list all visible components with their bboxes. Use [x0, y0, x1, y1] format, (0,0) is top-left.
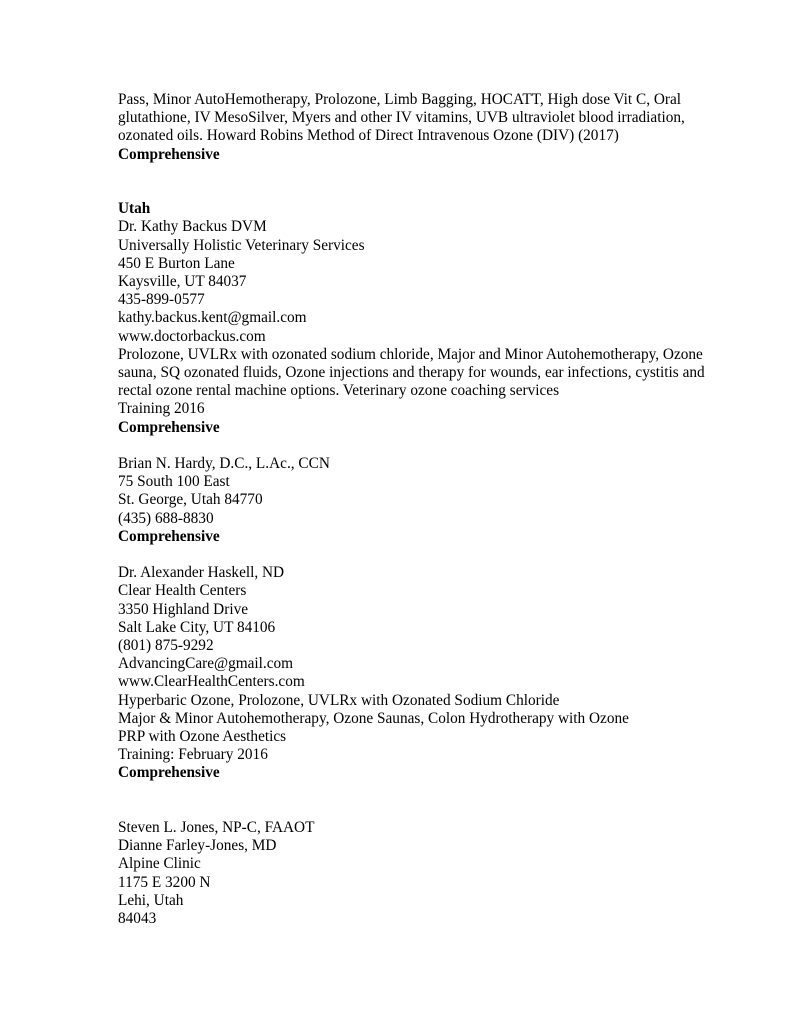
entry-line: Pass, Minor AutoHemotherapy, Prolozone, Limb Bagging, HOCATT, High dose Vit C, Oral	[118, 91, 682, 108]
entry-line: www.ClearHealthCenters.com	[118, 673, 305, 691]
entry-line: Universally Holistic Veterinary Services	[118, 236, 365, 254]
document-page	[118, 91, 758, 928]
entry-line: PRP with Ozone Aesthetics	[118, 728, 287, 746]
entry-line: 3350 Highland Drive	[118, 600, 249, 618]
category-label: Comprehensive	[118, 418, 220, 436]
entry-line: 435-899-0577	[118, 291, 205, 309]
entry-alexander-haskell	[118, 564, 758, 782]
entry-line: Salt Lake City, UT 84106	[118, 618, 276, 636]
entry-line: Prolozone, UVLRx with ozonated sodium chloride, Major and Minor Autohemotherapy, Ozone	[118, 345, 703, 363]
entry-line: Clear Health Centers	[118, 582, 247, 600]
entry-line: kathy.backus.kent@gmail.com	[118, 309, 307, 327]
entry-kathy-backus	[118, 200, 758, 437]
entry-line: ozonated oils. Howard Robins Method of Direct Intravenous Ozone (DIV) (2017)	[118, 127, 619, 145]
entry-line: Dianne Farley-Jones, MD	[118, 837, 277, 855]
entry-continuation	[118, 91, 758, 164]
entry-line: Major & Minor Autohemotherapy, Ozone Saunas, Colon Hydrotherapy with Ozone	[118, 709, 629, 727]
entry-line: Kaysville, UT 84037	[118, 273, 247, 291]
spacer	[118, 437, 758, 455]
spacer	[118, 164, 758, 200]
entry-line: Dr. Alexander Haskell, ND	[118, 564, 285, 582]
entry-line: Dr. Kathy Backus DVM	[118, 218, 267, 236]
entry-line: Training 2016	[118, 400, 205, 418]
entry-line: 450 E Burton Lane	[118, 254, 235, 272]
spacer	[118, 783, 758, 819]
entry-line: www.doctorbackus.com	[118, 327, 266, 345]
entry-line: glutathione, IV MesoSilver, Myers and other IV vitamins, UVB ultraviolet blood irradiation,	[118, 109, 685, 127]
entry-brian-hardy	[118, 455, 758, 546]
entry-line: Brian N. Hardy, D.C., L.Ac., CCN	[118, 455, 330, 473]
entry-line: 1175 E 3200 N	[118, 873, 211, 891]
entry-line: 75 South 100 East	[118, 473, 230, 491]
entry-line: Lehi, Utah	[118, 891, 184, 909]
spacer	[118, 546, 758, 564]
entry-line: AdvancingCare@gmail.com	[118, 655, 294, 673]
category-label: Comprehensive	[118, 764, 220, 782]
entry-line: (801) 875-9292	[118, 637, 214, 655]
category-label: Comprehensive	[118, 527, 220, 545]
entry-alpine-clinic	[118, 819, 758, 928]
entry-line: sauna, SQ ozonated fluids, Ozone injections and therapy for wounds, ear infections, cystitis and	[118, 364, 705, 382]
entry-line: rectal ozone rental machine options. Veterinary ozone coaching services	[118, 382, 560, 400]
state-heading: Utah	[118, 200, 151, 218]
entry-line: Alpine Clinic	[118, 855, 201, 873]
entry-line: St. George, Utah 84770	[118, 491, 263, 509]
entry-line: Training: February 2016	[118, 746, 268, 764]
entry-line: (435) 688-8830	[118, 509, 214, 527]
entry-line: Steven L. Jones, NP-C, FAAOT	[118, 819, 315, 837]
entry-line: 84043	[118, 910, 157, 928]
entry-line: Hyperbaric Ozone, Prolozone, UVLRx with Ozonated Sodium Chloride	[118, 691, 560, 709]
category-label: Comprehensive	[118, 145, 220, 163]
